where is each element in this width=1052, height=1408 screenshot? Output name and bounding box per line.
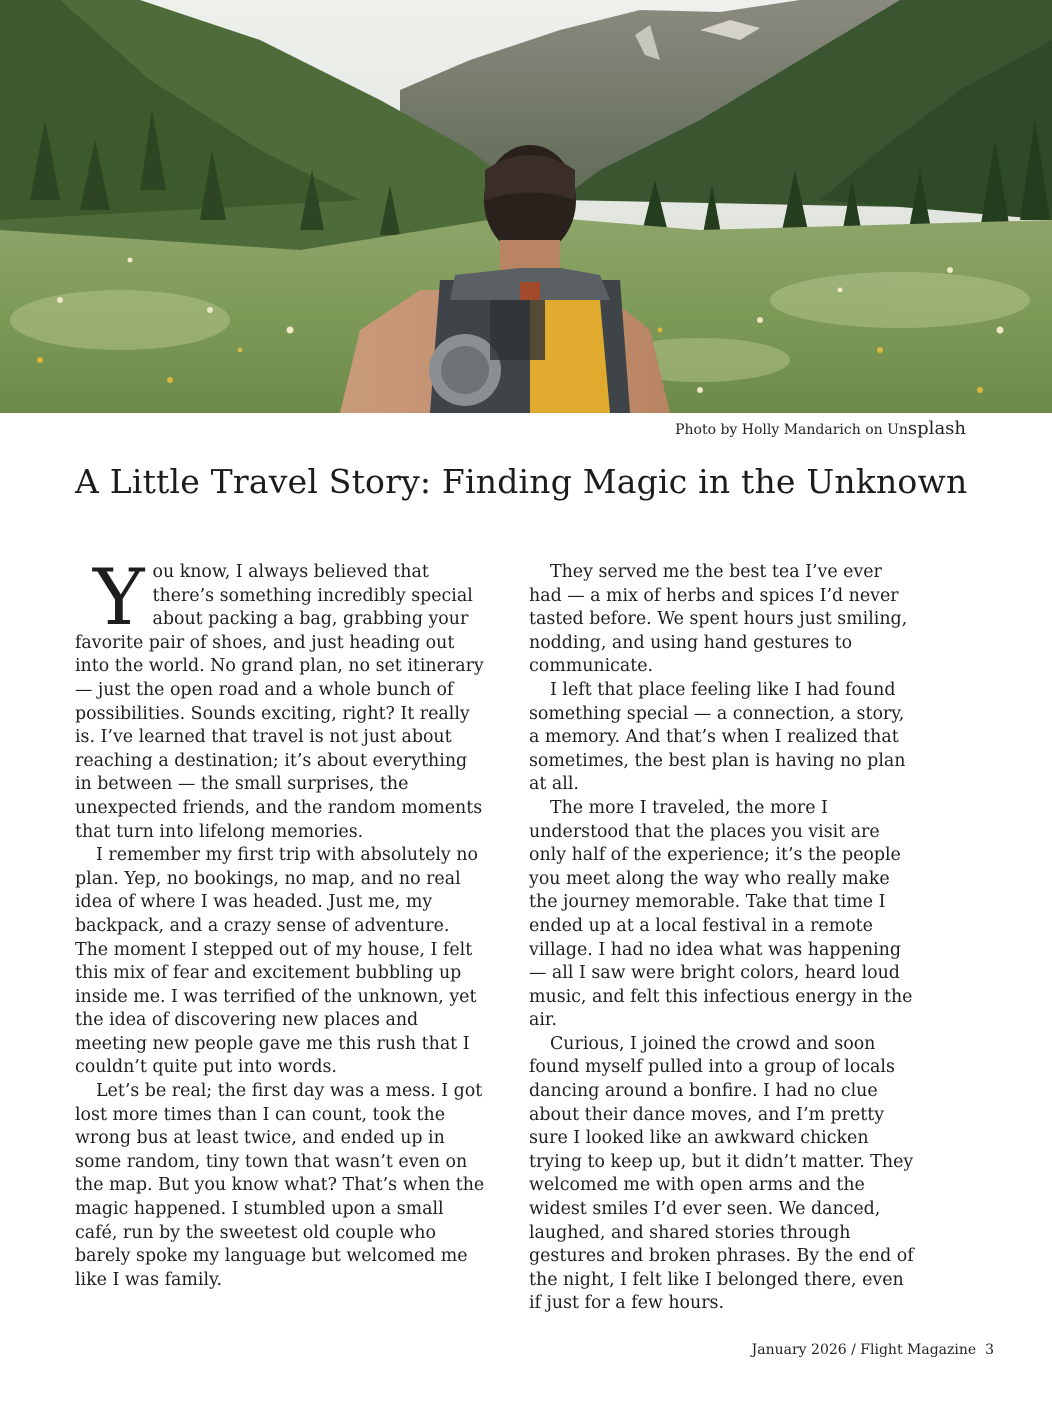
drop-cap: Y (93, 553, 145, 643)
photo-credit-text: Photo by Holly Mandarich on Un (675, 422, 908, 438)
article-paragraph: Curious, I joined the crowd and soon found myself pulled into a group of locals dancing around a bonfire. I had no clue about their dance moves, and I’m pretty sure I looked like an awkward chicken trying to keep up, but it didn’t matter. They welcomed me with open arms and the widest smiles I’d ever seen. We danced, laughed, and shared stories through gestures and broken phrases. By the end of the night, I felt like I belonged there, even if just for a few hours. (529, 1033, 914, 1314)
page-footer (752, 1342, 994, 1358)
article-paragraph: I remember my first trip with absolutely no plan. Yep, no bookings, no map, and no real idea of where I was headed. Just me, my backpack, and a crazy sense of adventure. The moment I stepped out of my house, I felt this mix of fear and excitement bubbling up inside me. I was terrified of the unknown, yet the idea of discovering new places and meeting new people gave me this rush that I couldn’t quite put into words. (75, 845, 478, 1078)
paragraph-text: ou know, I always believed that there’s something incredibly special about packing a bag, grabbing your favorite pair of shoes, and just heading out into the world. No grand plan, no set itinerary — just the open road and a whole bunch of possibilities. Sounds exciting, right? It really is. I’ve learned that travel is not just about reaching a destination; it’s about everything in between — the small surprises, the unexpected friends, and the random moments that turn into lifelong memories. (75, 562, 484, 842)
photo-credit (675, 418, 966, 439)
page-number: 3 (985, 1342, 994, 1358)
article-paragraph: Let’s be real; the first day was a mess. I got lost more times than I can count, took the wrong bus at least twice, and ended up in some random, tiny town that wasn’t even on the map. But you know what? That’s when the magic happened. I stumbled upon a small café, run by the sweetest old couple who barely spoke my language but welcomed me like I was family. (75, 1081, 485, 1290)
article-column-left (75, 553, 485, 1292)
hiker-valley-photo (0, 0, 1052, 413)
footer-separator: / (851, 1342, 856, 1358)
article-paragraph: They served me the best tea I’ve ever had — a mix of herbs and spices I’d never tasted before. We spent hours just smiling, nodding, and using hand gestures to communicate. (529, 562, 908, 677)
article-column-right (529, 561, 919, 1316)
article-paragraph: The more I traveled, the more I understood that the places you visit are only half of the experience; it’s the people you meet along the way who really make the journey memorable. Take that time I ended up at a local festival in a remote village. I had no idea what was happening — all I saw were bright colors, heard loud music, and felt this infectious energy in the air. (529, 797, 913, 1031)
article-paragraph (75, 553, 485, 844)
footer-publication: Flight Magazine (860, 1342, 977, 1358)
article-paragraph: I left that place feeling like I had found something special — a connection, a story, a memory. And that’s when I realized that sometimes, the best plan is having no plan at all. (529, 679, 906, 795)
footer-issue: January 2026 (751, 1342, 847, 1358)
hero-photo (0, 0, 1052, 413)
article-title: A Little Travel Story: Finding Magic in the Unknown (75, 462, 968, 501)
photo-credit-brand: splash (907, 418, 966, 439)
